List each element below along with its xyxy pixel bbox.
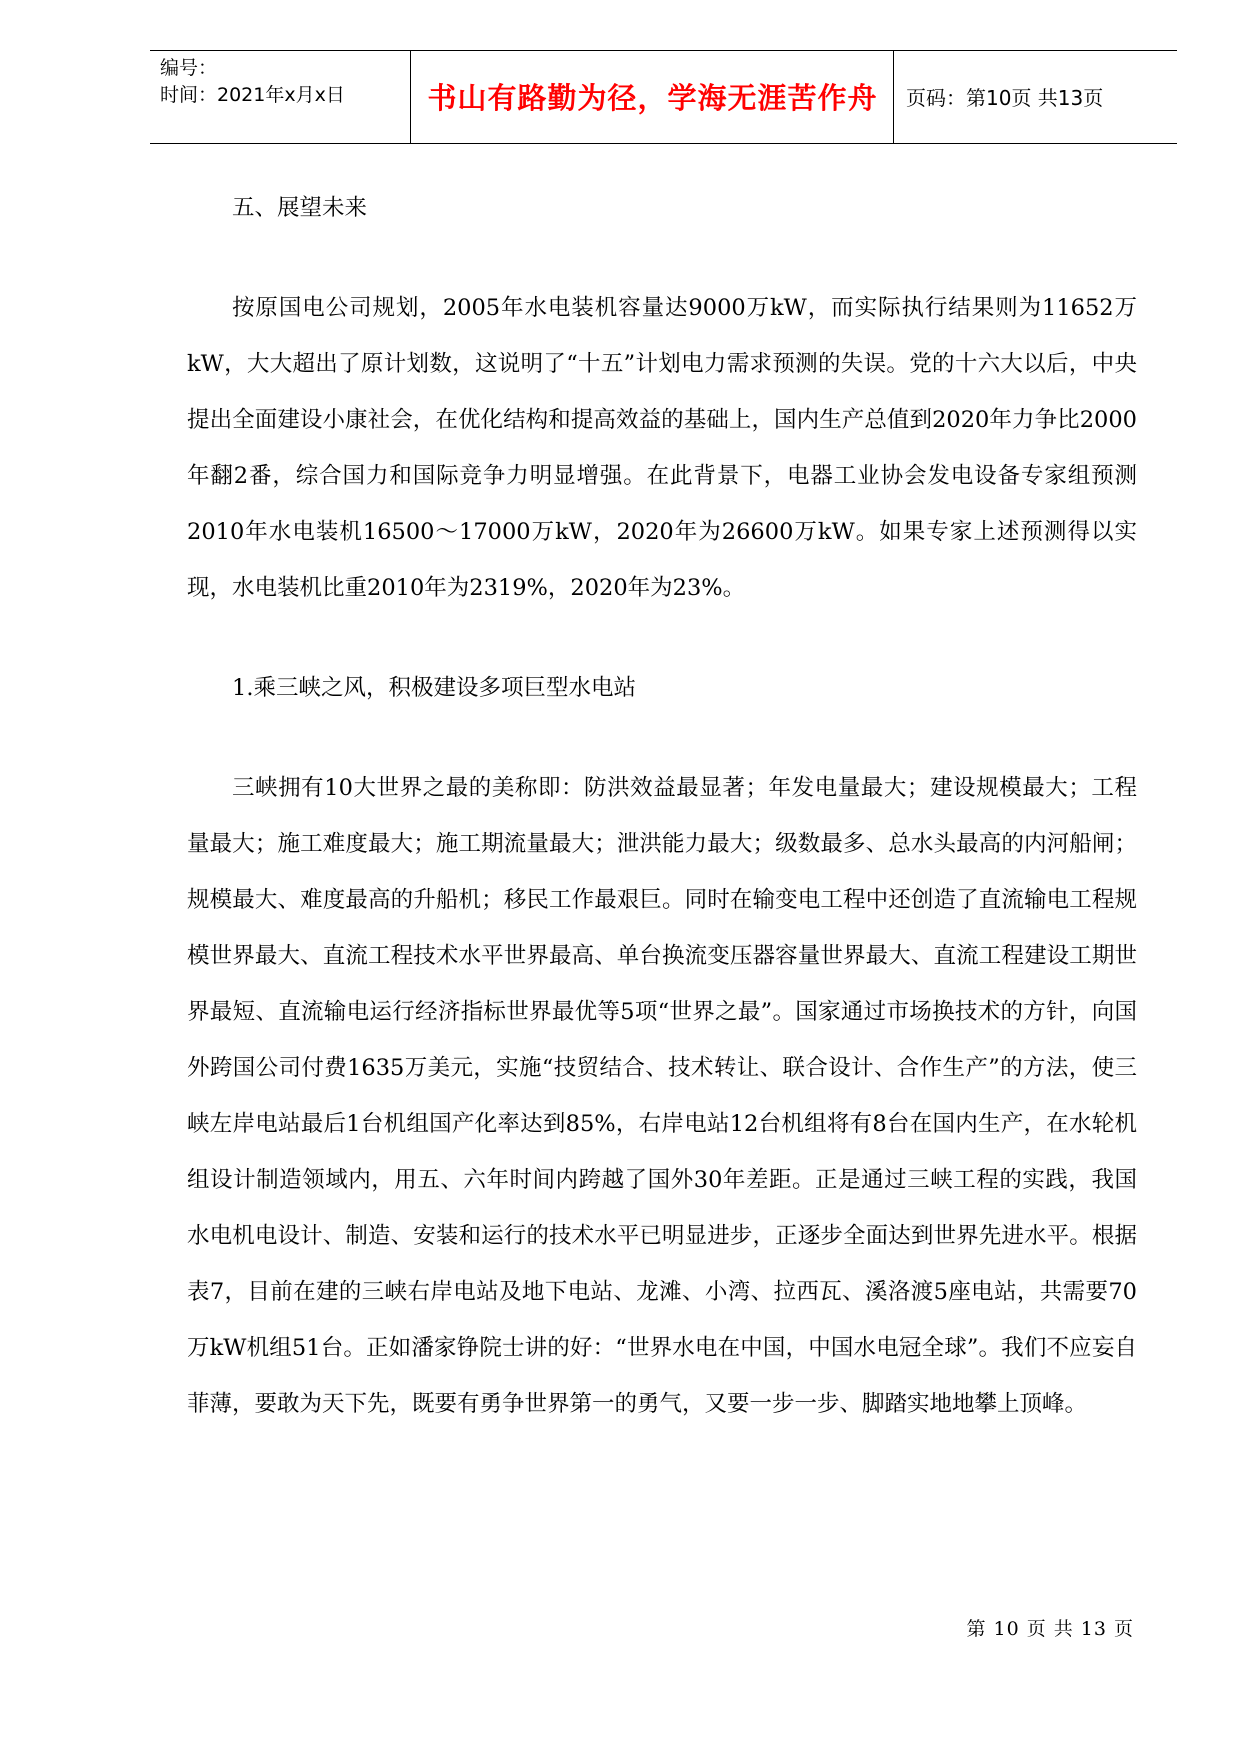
header-motto: 书山有路勤为径，学海无涯苦作舟 <box>427 81 878 115</box>
document-body <box>187 180 1137 1432</box>
page-header <box>150 50 1177 144</box>
document-time-label: 时间：2021年x月x日 <box>160 84 345 106</box>
page-footer: 第 10 页 共 13 页 <box>966 1618 1134 1640</box>
body-paragraph: 三峡拥有10大世界之最的美称即：防洪效益最显著；年发电量最大；建设规模最大；工程量最大；施工难度最大；施工期流量最大；泄洪能力最大；级数最多、总水头最高的内河船闸；规模最大、难度最高的升船机；移民工作最艰巨。同时在输变电工程中还创造了直流输电工程规模世界最大、直流工程技术水平世界最高、单台换流变压器容量世界最大、直流工程建设工期世界最短、直流输电运行经济指标世界最优等5项“世界之最”。国家通过市场换技术的方针，向国外跨国公司付费1635万美元，实施“技贸结合、技术转让、联合设计、合作生产”的方法，使三峡左岸电站最后1台机组国产化率达到85%，右岸电站12台机组将有8台在国内生产，在水轮机组设计制造领域内，用五、六年时间内跨越了国外30年差距。正是通过三峡工程的实践，我国水电机电设计、制造、安装和运行的技术水平已明显进步，正逐步全面达到世界先进水平。根据表7，目前在建的三峡右岸电站及地下电站、龙滩、小湾、拉西瓦、溪洛渡5座电站，共需要70万kW机组51台。正如潘家铮院士讲的好：“世界水电在中国，中国水电冠全球”。我们不应妄自菲薄，要敢为天下先，既要有勇争世界第一的勇气，又要一步一步、脚踏实地地攀上顶峰。 <box>187 775 1137 1417</box>
header-divider <box>893 51 894 143</box>
header-page-number: 页码：第10页 共13页 <box>906 86 1104 110</box>
subsection-heading: 1.乘三峡之风，积极建设多项巨型水电站 <box>232 675 636 701</box>
header-divider <box>410 51 411 143</box>
section-heading: 五、展望未来 <box>232 195 368 221</box>
body-paragraph: 按原国电公司规划，2005年水电装机容量达9000万kW，而实际执行结果则为11652万kW，大大超出了原计划数，这说明了“十五”计划电力需求预测的失误。党的十六大以后，中央提出全面建设小康社会，在优化结构和提高效益的基础上，国内生产总值到2020年力争比2000年翻2番，综合国力和国际竞争力明显增强。在此背景下，电器工业协会发电设备专家组预测2010年水电装机16500～17000万kW，2020年为26600万kW。如果专家上述预测得以实现，水电装机比重2010年为2319%，2020年为23%。 <box>187 295 1137 601</box>
document-number-label: 编号： <box>160 57 218 79</box>
